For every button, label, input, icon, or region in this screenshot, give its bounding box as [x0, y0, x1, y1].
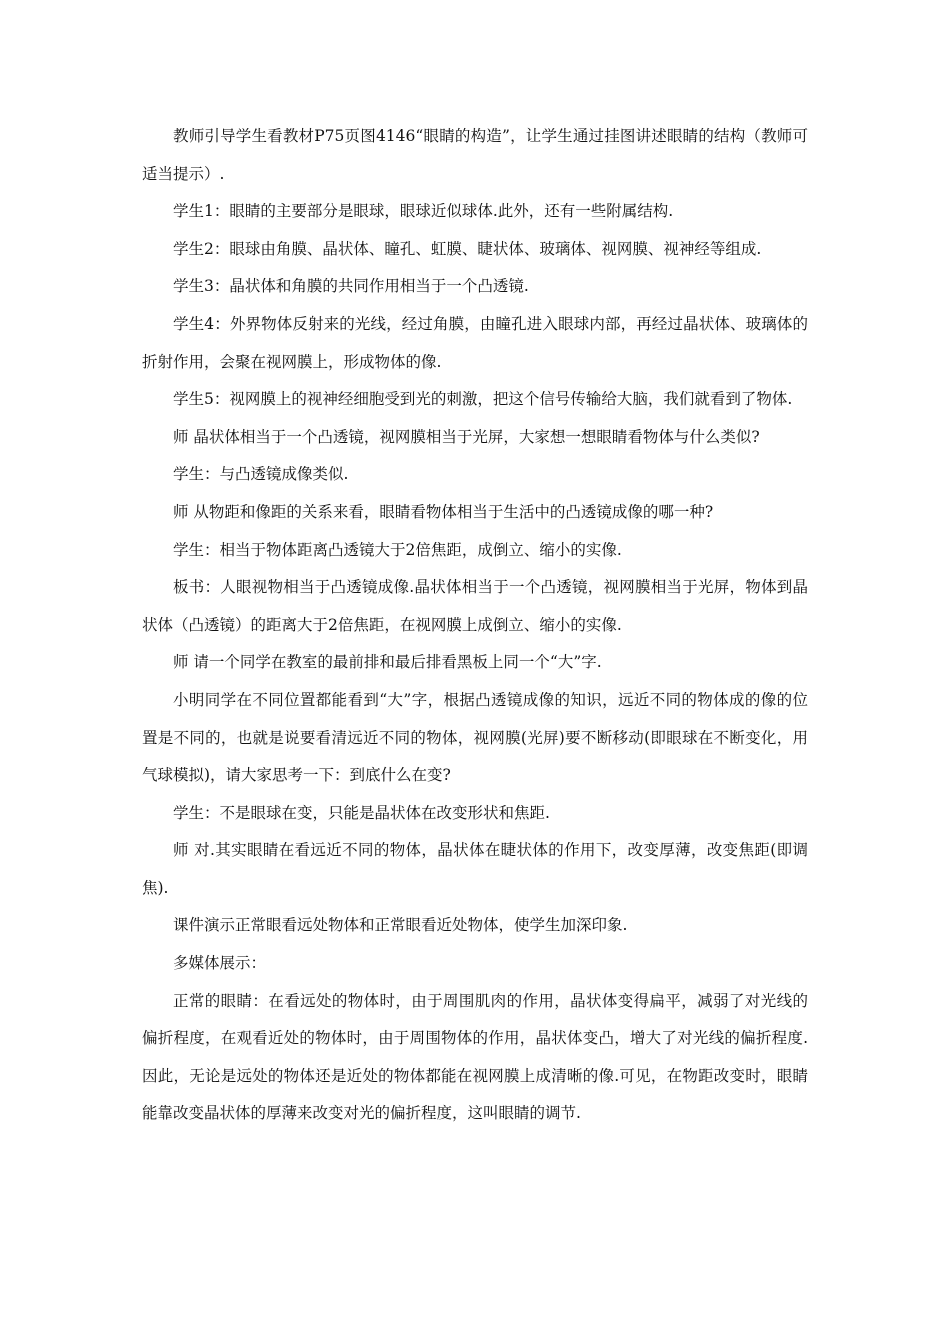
paragraph-student-1: 学生1：眼睛的主要部分是眼球，眼球近似球体.此外，还有一些附属结构. — [173, 202, 674, 221]
paragraph-teacher-question-1: 师 晶状体相当于一个凸透镜，视网膜相当于光屏，大家想一想眼睛看物体与什么类似? — [173, 427, 760, 446]
paragraph-student-answer-3: 学生：不是眼球在变，只能是晶状体在改变形状和焦距. — [173, 803, 550, 822]
paragraph-student-answer-1: 学生：与凸透镜成像类似. — [173, 465, 349, 484]
paragraph-xiaoming: 小明同学在不同位置都能看到“大”字，根据凸透镜成像的知识，远近不同的物体成的像的位置是不同的，也就是说要看清远近不同的物体，视网膜(光屏)要不断移动(即眼球在不断变化，用气球模拟)，请大家思考一下：到底什么在变? — [142, 690, 808, 785]
paragraph-student-3: 学生3：晶状体和角膜的共同作用相当于一个凸透镜. — [173, 277, 529, 296]
document-body — [142, 118, 808, 1133]
paragraph-normal-eye: 正常的眼睛：在看远处的物体时，由于周围肌肉的作用，晶状体变得扁平，减弱了对光线的偏折程度，在观看近处的物体时，由于周围物体的作用，晶状体变凸，增大了对光线的偏折程度.因此，无论是远处的物体还是近处的物体都能在视网膜上成清晰的像.可见，在物距改变时，眼睛能靠改变晶状体的厚薄来改变对光的偏折程度，这叫眼睛的调节. — [142, 991, 808, 1123]
paragraph-teacher-explanation: 师 对.其实眼睛在看远近不同的物体，晶状体在睫状体的作用下，改变厚薄，改变焦距(即调焦). — [142, 841, 808, 897]
paragraph-student-2: 学生2：眼球由角膜、晶状体、瞳孔、虹膜、睫状体、玻璃体、视网膜、视神经等组成. — [173, 239, 762, 258]
paragraph-intro: 教师引导学生看教材P75页图4146“眼睛的构造”，让学生通过挂图讲述眼睛的结构（教师可适当提示）. — [142, 127, 808, 183]
paragraph-teacher-question-2: 师 从物距和像距的关系来看，眼睛看物体相当于生活中的凸透镜成像的哪一种? — [173, 502, 714, 521]
paragraph-student-4: 学生4：外界物体反射来的光线，经过角膜，由瞳孔进入眼球内部，再经过晶状体、玻璃体的折射作用，会聚在视网膜上，形成物体的像. — [142, 314, 808, 371]
paragraph-student-answer-2: 学生：相当于物体距离凸透镜大于2倍焦距，成倒立、缩小的实像. — [173, 540, 622, 559]
paragraph-teacher-request: 师 请一个同学在教室的最前排和最后排看黑板上同一个“大”字. — [173, 653, 602, 672]
paragraph-courseware-demo: 课件演示正常眼看远处物体和正常眼看近处物体，使学生加深印象. — [173, 916, 628, 935]
paragraph-blackboard-note: 板书：人眼视物相当于凸透镜成像.晶状体相当于一个凸透镜，视网膜相当于光屏，物体到晶状体（凸透镜）的距离大于2倍焦距，在视网膜上成倒立、缩小的实像. — [142, 578, 808, 634]
paragraph-multimedia-heading: 多媒体展示： — [173, 954, 267, 973]
paragraph-student-5: 学生5：视网膜上的视神经细胞受到光的刺激，把这个信号传输给大脑，我们就看到了物体. — [173, 390, 793, 409]
